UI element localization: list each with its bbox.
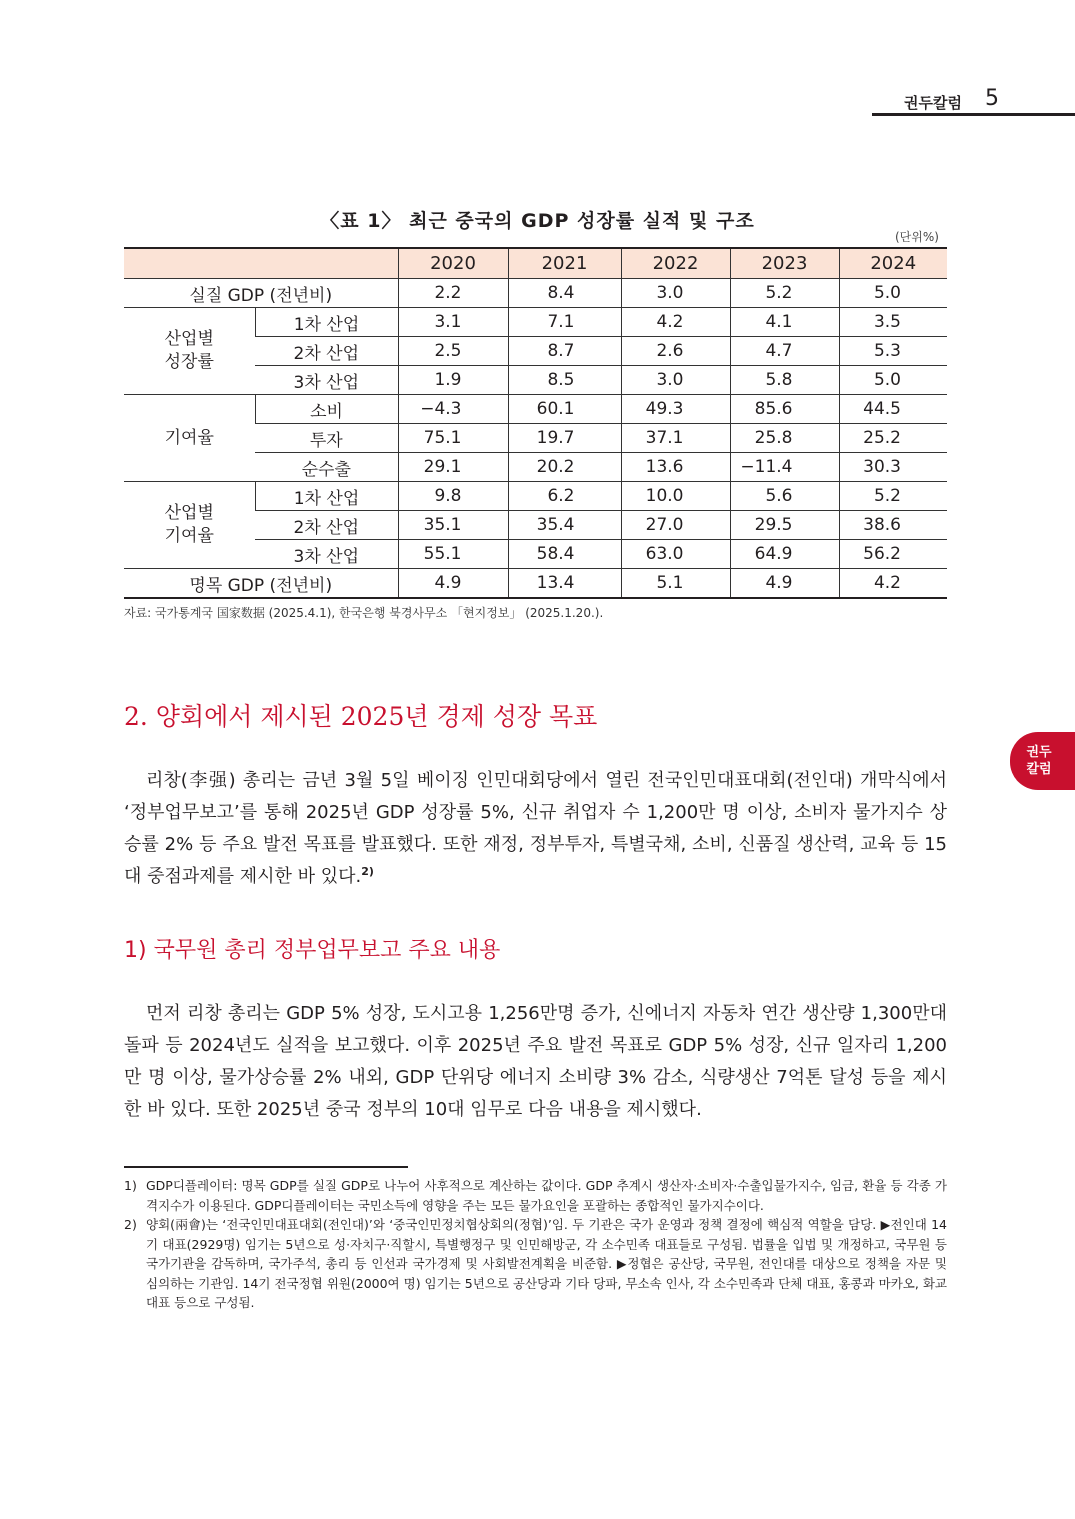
table-cell: 1.9 [398, 366, 508, 395]
table-cell: 56.2 [839, 540, 947, 569]
table-cell: 5.2 [839, 482, 947, 511]
table-cell: 60.1 [508, 395, 621, 424]
gdp-table [124, 247, 947, 599]
table-cell: 5.6 [730, 482, 839, 511]
running-header-title: 권두칼럼 [904, 94, 962, 112]
table-cell: 64.9 [730, 540, 839, 569]
table-cell: 4.2 [621, 308, 730, 337]
table-cell: 35.4 [508, 511, 621, 540]
group-label-line: 산업별 [164, 329, 214, 349]
table-cell: 35.1 [398, 511, 508, 540]
row-label: 1차 산업 [255, 308, 398, 337]
body-paragraph [124, 998, 947, 1126]
row-label: 명목 GDP (전년비) [124, 569, 398, 599]
row-label: 1차 산업 [255, 482, 398, 511]
table-cell: 10.0 [621, 482, 730, 511]
row-label: 투자 [255, 424, 398, 453]
group-label-industry-contribution [124, 482, 255, 569]
table-cell: 38.6 [839, 511, 947, 540]
side-tab-line2: 칼럼 [1026, 762, 1052, 777]
table-cell: 3.0 [621, 366, 730, 395]
year-header: 2020 [398, 248, 508, 279]
row-label: 2차 산업 [255, 337, 398, 366]
table-cell: 5.1 [621, 569, 730, 599]
row-label: 3차 산업 [255, 540, 398, 569]
table-cell: 3.5 [839, 308, 947, 337]
group-label-line: 기여율 [164, 526, 214, 546]
table-cell: 4.7 [730, 337, 839, 366]
row-label: 3차 산업 [255, 366, 398, 395]
paragraph-text: 리창(李强) 총리는 금년 3월 5일 베이징 인민대회당에서 열린 전국인민대표대회(전인대) 개막식에서 ‘정부업무보고’를 통해 2025년 GDP 성장률 5%, 신규 취업자 수 1,200만 명 이상, 소비자 물가지수 상승률 2% 등 주요 발전 목표를 발표했다. 또한 재정, 정부투자, 특별국채, 소비, 신품질 생산력, 교육 등 15대 중점과제를 제시한 바 있다. [124, 770, 947, 887]
table-cell: 8.4 [508, 279, 621, 308]
footnote-text: GDP디플레이터: 명목 GDP를 실질 GDP로 나누어 사후적으로 계산하는 값이다. GDP 추계시 생산자·소비자·수출입물가지수, 임금, 환율 등 각종 가격지수가 이용된다. GDP디플레이터는 국민소득에 영향을 주는 모든 물가요인을 포괄하는 종합적인 물가지수이다. [146, 1178, 947, 1213]
table-cell: 9.8 [398, 482, 508, 511]
table-cell: 2.5 [398, 337, 508, 366]
table-cell: 13.6 [621, 453, 730, 482]
footnote-text: 양회(兩會)는 ‘전국인민대표대회(전인대)’와 ‘중국인민정치협상회의(정협)’임. 두 기관은 국가 운영과 정책 결정에 핵심적 역할을 담당. ▶전인대 14기 대표(2929명) 임기는 5년으로 성·자치구·직할시, 특별행정구 및 인민해방군, 각 소수민족 대표들로 구성됨. 법률을 입법 및 개정하고, 국무원 등 국가기관을 감독하며, 국가주석, 총리 등 인선과 국가경제 및 사회발전계획을 비준함. ▶정협은 공산당, 국무원, 전인대를 대상으로 정책을 자문 및 심의하는 기관임. 14기 전국정협 위원(2000여 명) 임기는 5년으로 공산당과 기타 당파, 무소속 인사, 각 소수민족과 단체 대표, 홍콩과 마카오, 화교 대표 등으로 구성됨. [146, 1217, 947, 1310]
table-cell: 63.0 [621, 540, 730, 569]
table-row [124, 395, 947, 424]
body-paragraph [124, 765, 947, 893]
footnote-mark: 2) [124, 1217, 137, 1232]
table-cell: 4.9 [398, 569, 508, 599]
table-source: 자료: 국가통계국 国家数据 (2025.4.1), 한국은행 북경사무소 「현지정보」 (2025.1.20.). [124, 606, 604, 620]
table-cell: 5.0 [839, 366, 947, 395]
table-cell: 44.5 [839, 395, 947, 424]
table-cell: 25.8 [730, 424, 839, 453]
table-cell: 5.8 [730, 366, 839, 395]
table-cell: 7.1 [508, 308, 621, 337]
table-unit: (단위%) [895, 230, 939, 244]
table-cell: 55.1 [398, 540, 508, 569]
table-cell: 8.7 [508, 337, 621, 366]
table-cell: 3.1 [398, 308, 508, 337]
table-cell: 4.2 [839, 569, 947, 599]
table-cell: 75.1 [398, 424, 508, 453]
table-row [124, 279, 947, 308]
group-label-industry-growth [124, 308, 255, 395]
footnote-ref[interactable]: 2) [361, 865, 374, 878]
table-cell: 3.0 [621, 279, 730, 308]
year-header: 2024 [839, 248, 947, 279]
year-header: 2021 [508, 248, 621, 279]
year-header: 2023 [730, 248, 839, 279]
table-cell: 37.1 [621, 424, 730, 453]
table-row [124, 308, 947, 337]
row-label: 실질 GDP (전년비) [124, 279, 398, 308]
row-label: 소비 [255, 395, 398, 424]
table-cell: 58.4 [508, 540, 621, 569]
table-cell: 49.3 [621, 395, 730, 424]
table-cell: 4.9 [730, 569, 839, 599]
table-row [124, 569, 947, 599]
table-cell: 25.2 [839, 424, 947, 453]
table-cell: 13.4 [508, 569, 621, 599]
table-title: 〈표 1〉 최근 중국의 GDP 성장률 실적 및 구조 [320, 210, 755, 232]
year-header: 2022 [621, 248, 730, 279]
footnote-separator [124, 1166, 408, 1168]
table-cell: 20.2 [508, 453, 621, 482]
table-cell: 8.5 [508, 366, 621, 395]
table-cell: 85.6 [730, 395, 839, 424]
section-side-tab [1010, 732, 1075, 790]
row-label: 2차 산업 [255, 511, 398, 540]
table-cell: 29.5 [730, 511, 839, 540]
footnotes [124, 1176, 947, 1313]
table-cell: 27.0 [621, 511, 730, 540]
group-label-line: 성장률 [164, 352, 214, 372]
table-cell: −11.4 [730, 453, 839, 482]
table-cell: 5.3 [839, 337, 947, 366]
table-cell: −4.3 [398, 395, 508, 424]
subsection-heading: 1) 국무원 총리 정부업무보고 주요 내용 [124, 938, 501, 963]
side-tab-line1: 권두 [1026, 745, 1052, 760]
table-cell: 2.6 [621, 337, 730, 366]
table-row [124, 482, 947, 511]
group-label-contribution: 기여율 [124, 395, 255, 482]
footnote-item [124, 1215, 947, 1313]
table-cell: 2.2 [398, 279, 508, 308]
table-cell: 29.1 [398, 453, 508, 482]
section-heading: 2. 양회에서 제시된 2025년 경제 성장 목표 [124, 702, 598, 731]
footnote-item [124, 1176, 947, 1215]
table-cell: 5.2 [730, 279, 839, 308]
page-number: 5 [985, 86, 999, 111]
row-label: 순수출 [255, 453, 398, 482]
footnote-mark: 1) [124, 1178, 137, 1193]
table-cell: 30.3 [839, 453, 947, 482]
table-cell: 4.1 [730, 308, 839, 337]
header-blank-cell [124, 248, 398, 279]
table-header-row [124, 248, 947, 279]
table-cell: 19.7 [508, 424, 621, 453]
group-label-line: 산업별 [164, 503, 214, 523]
header-rule [872, 113, 1075, 116]
table-cell: 5.0 [839, 279, 947, 308]
table-cell: 6.2 [508, 482, 621, 511]
paragraph-text: 먼저 리창 총리는 GDP 5% 성장, 도시고용 1,256만명 증가, 신에너지 자동차 연간 생산량 1,300만대 돌파 등 2024년도 실적을 보고했다. 이후 2025년 주요 발전 목표로 GDP 5% 성장, 신규 일자리 1,200만 명 이상, 물가상승률 2% 내외, GDP 단위당 에너지 소비량 3% 감소, 식량생산 7억톤 달성 등을 제시한 바 있다. 또한 2025년 중국 정부의 10대 임무로 다음 내용을 제시했다. [124, 1003, 947, 1120]
